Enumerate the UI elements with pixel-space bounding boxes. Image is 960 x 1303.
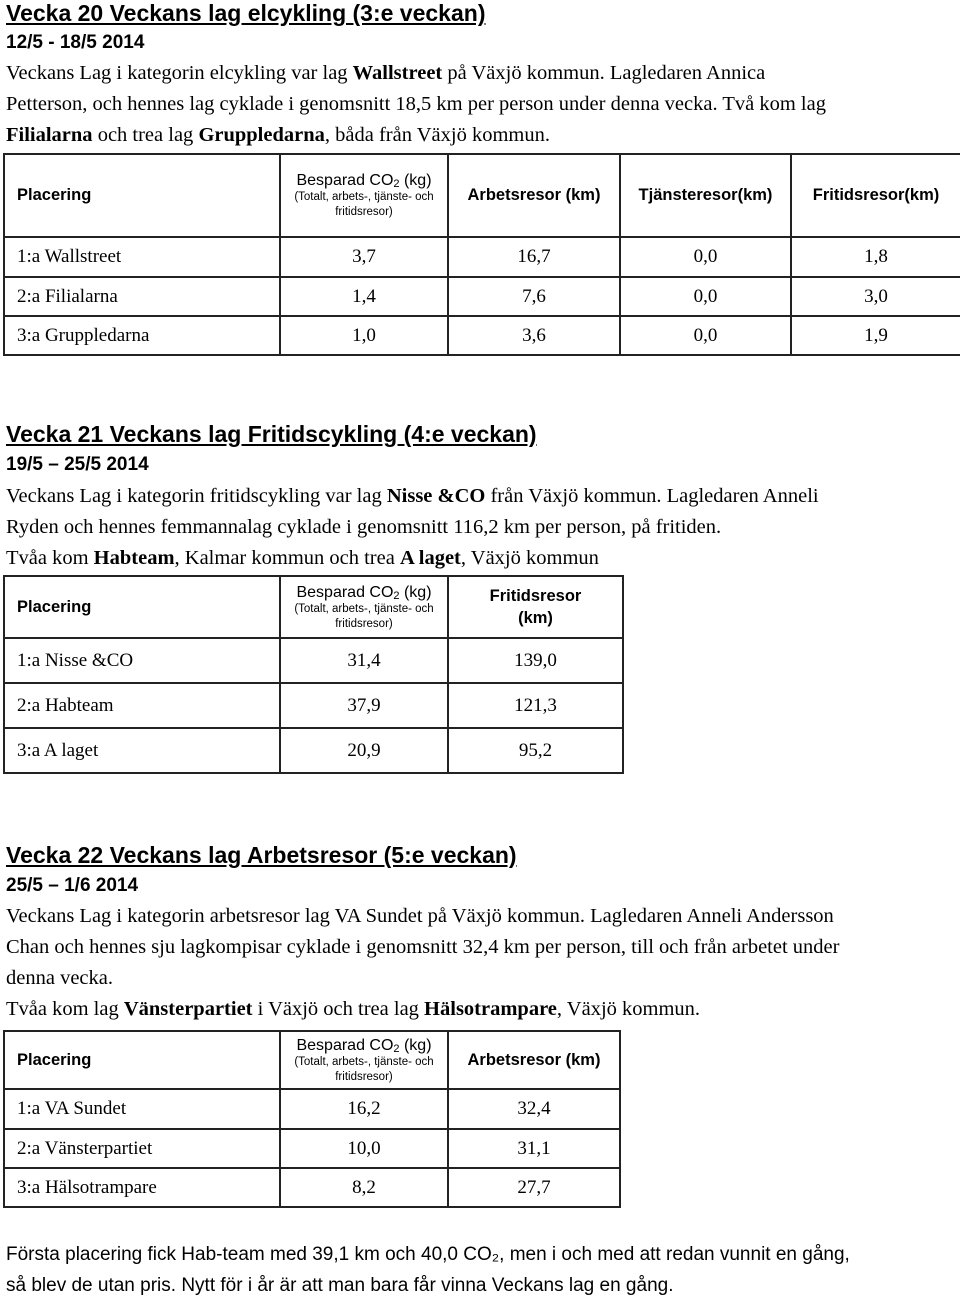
footer-line: Första placering fick Hab-team med 39,1 km och 40,0 CO₂, men i och med att redan vunnit en gång, xyxy=(6,1244,850,1265)
week21-third: A laget xyxy=(399,547,461,569)
header-fritidsresor: Fritidsresor(km) xyxy=(791,154,960,237)
cell-co2: 8,2 xyxy=(280,1168,448,1207)
week21-date: 19/5 – 25/5 2014 xyxy=(6,454,149,475)
week21-text: Ryden och hennes femmannalag cyklade i genomsnitt 116,2 km per person, på fritiden. xyxy=(6,516,722,538)
table-row xyxy=(4,277,960,316)
cell-tjanste: 0,0 xyxy=(620,237,791,277)
header-fritidsresor: Fritidsresor (km) xyxy=(448,576,623,638)
week22-text: i Växjö och trea lag xyxy=(252,998,425,1020)
cell-co2: 10,0 xyxy=(280,1129,448,1168)
table-row xyxy=(4,1129,620,1168)
cell-tjanste: 0,0 xyxy=(620,316,791,355)
table-row xyxy=(4,728,623,773)
week20-paragraph xyxy=(6,58,826,151)
week22-text: Chan och hennes sju lagkompisar cyklade i genomsnitt 32,4 km per person, till och från arbetet under xyxy=(6,936,840,958)
week22-table xyxy=(3,1030,621,1208)
cell-co2: 1,0 xyxy=(280,316,448,355)
table-row xyxy=(4,1168,620,1207)
cell-fritid: 121,3 xyxy=(448,683,623,728)
cell-co2: 3,7 xyxy=(280,237,448,277)
co2-label: Besparad CO xyxy=(296,1036,394,1054)
cell-arbets: 7,6 xyxy=(448,277,620,316)
cell-place: 1:a VA Sundet xyxy=(4,1089,280,1129)
week22-paragraph xyxy=(6,901,839,1025)
week20-table xyxy=(3,153,960,356)
week21-title: Vecka 21 Veckans lag Fritidscykling (4:e veckan) xyxy=(6,421,537,447)
cell-co2: 20,9 xyxy=(280,728,448,773)
week20-text: Veckans Lag i kategorin elcykling var lag xyxy=(6,62,353,84)
week22-text: , Växjö kommun. xyxy=(556,998,701,1020)
week21-table xyxy=(3,575,624,774)
cell-fritid: 1,9 xyxy=(791,316,960,355)
week20-text: och trea lag xyxy=(92,124,199,146)
footer-line: så blev de utan pris. Nytt för i år är att man bara får vinna Veckans lag en gång. xyxy=(6,1275,674,1296)
header-arbetsresor: Arbetsresor (km) xyxy=(448,154,620,237)
cell-place: 1:a Nisse &CO xyxy=(4,638,280,683)
cell-fritid: 1,8 xyxy=(791,237,960,277)
header-co2 xyxy=(280,576,448,638)
table-header-row xyxy=(4,576,623,638)
table-row xyxy=(4,683,623,728)
cell-place: 2:a Vänsterpartiet xyxy=(4,1129,280,1168)
cell-place: 1:a Wallstreet xyxy=(4,237,280,277)
week21-text: , Växjö kommun xyxy=(460,547,599,569)
week21-text: Tvåa kom xyxy=(6,547,94,569)
cell-tjanste: 0,0 xyxy=(620,277,791,316)
week20-third: Gruppledarna xyxy=(198,124,325,146)
cell-fritid: 3,0 xyxy=(791,277,960,316)
co2-note: (Totalt, arbets-, tjänste- och fritidsresor) xyxy=(294,191,434,218)
co2-unit: (kg) xyxy=(399,583,432,601)
cell-fritid: 95,2 xyxy=(448,728,623,773)
week21-second: Habteam xyxy=(93,547,175,569)
cell-place: 2:a Habteam xyxy=(4,683,280,728)
header-arbetsresor: Arbetsresor (km) xyxy=(448,1031,620,1089)
week21-text: Veckans Lag i kategorin fritidscykling var lag xyxy=(6,485,387,507)
cell-arbets: 32,4 xyxy=(448,1089,620,1129)
cell-arbets: 27,7 xyxy=(448,1168,620,1207)
co2-subscript: 2 xyxy=(393,178,400,190)
week22-third: Hälsotrampare xyxy=(424,998,557,1020)
week20-winner: Wallstreet xyxy=(352,62,443,84)
co2-subscript: 2 xyxy=(393,1042,400,1055)
cell-arbets: 3,6 xyxy=(448,316,620,355)
table-row xyxy=(4,1089,620,1129)
week20-date: 12/5 - 18/5 2014 xyxy=(6,32,145,53)
cell-place: 3:a Hälsotrampare xyxy=(4,1168,280,1207)
week20-text: Petterson, och hennes lag cyklade i genomsnitt 18,5 km per person under denna vecka. Två kom lag xyxy=(6,93,826,115)
co2-label: Besparad CO xyxy=(296,583,394,601)
cell-place: 2:a Filialarna xyxy=(4,277,280,316)
week22-second: Vänsterpartiet xyxy=(123,998,253,1020)
table-row xyxy=(4,237,960,277)
week21-text: , Kalmar kommun och trea xyxy=(174,547,400,569)
week21-winner: Nisse &CO xyxy=(386,485,486,507)
header-placering: Placering xyxy=(4,576,280,638)
cell-co2: 37,9 xyxy=(280,683,448,728)
week20-text: på Växjö kommun. Lagledaren Annica xyxy=(442,62,766,84)
table-header-row xyxy=(4,1031,620,1089)
week21-paragraph xyxy=(6,481,819,574)
week22-date: 25/5 – 1/6 2014 xyxy=(6,875,139,896)
cell-arbets: 31,1 xyxy=(448,1129,620,1168)
header-placering: Placering xyxy=(4,1031,280,1089)
co2-label: Besparad CO xyxy=(296,172,394,189)
cell-co2: 1,4 xyxy=(280,277,448,316)
cell-co2: 16,2 xyxy=(280,1089,448,1129)
header-tjansteresor: Tjänsteresor(km) xyxy=(620,154,791,237)
footer-note xyxy=(6,1239,850,1301)
cell-fritid: 139,0 xyxy=(448,638,623,683)
header-placering: Placering xyxy=(4,154,280,237)
week22-text: denna vecka. xyxy=(6,967,113,989)
cell-arbets: 16,7 xyxy=(448,237,620,277)
table-row xyxy=(4,638,623,683)
co2-unit: (kg) xyxy=(399,172,432,189)
week22-title: Vecka 22 Veckans lag Arbetsresor (5:e veckan) xyxy=(6,842,517,868)
co2-unit: (kg) xyxy=(399,1036,432,1054)
week22-text: Tvåa kom lag xyxy=(6,998,124,1020)
table-header-row xyxy=(4,154,960,237)
week20-second: Filialarna xyxy=(6,124,93,146)
cell-co2: 31,4 xyxy=(280,638,448,683)
week22-text: Veckans Lag i kategorin arbetsresor lag VA Sundet på Växjö kommun. Lagledaren Anneli Andersson xyxy=(6,905,834,927)
cell-place: 3:a A laget xyxy=(4,728,280,773)
co2-note: (Totalt, arbets-, tjänste- och fritidsresor) xyxy=(294,602,434,630)
co2-subscript: 2 xyxy=(393,589,400,602)
header-co2 xyxy=(280,154,448,237)
week20-text: , båda från Växjö kommun. xyxy=(324,124,550,146)
header-co2 xyxy=(280,1031,448,1089)
table-row xyxy=(4,316,960,355)
cell-place: 3:a Gruppledarna xyxy=(4,316,280,355)
week20-title: Vecka 20 Veckans lag elcykling (3:e veckan) xyxy=(6,0,486,26)
co2-note: (Totalt, arbets-, tjänste- och fritidsresor) xyxy=(294,1055,434,1083)
week21-text: från Växjö kommun. Lagledaren Anneli xyxy=(485,485,819,507)
